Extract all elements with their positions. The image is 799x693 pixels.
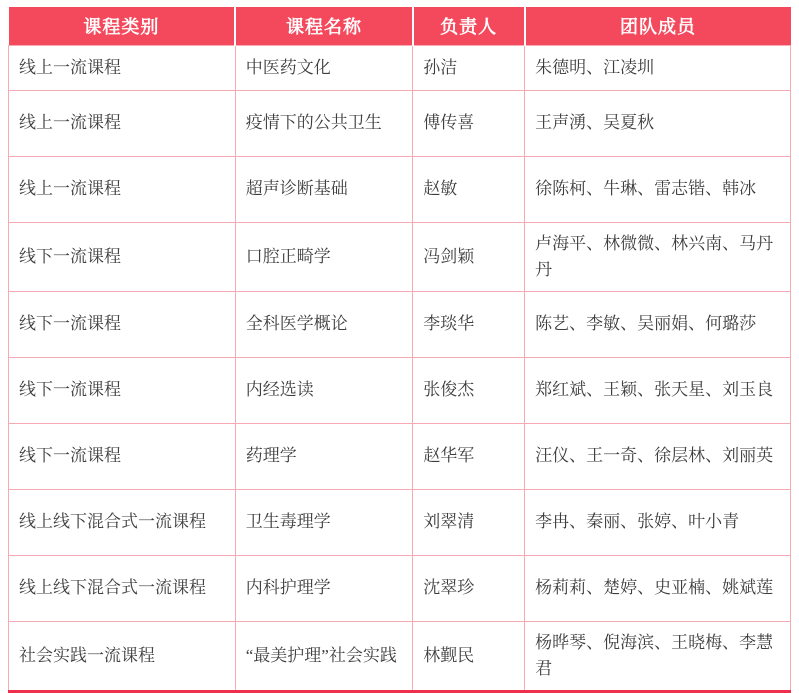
cell-category: 线下一流课程 bbox=[9, 222, 236, 291]
cell-members: 朱德明、江凌圳 bbox=[525, 45, 791, 90]
course-table bbox=[8, 7, 791, 693]
cell-members: 郑红斌、王颖、张天星、刘玉良 bbox=[525, 357, 791, 423]
cell-category: 线上线下混合式一流课程 bbox=[9, 555, 236, 621]
cell-members: 汪仪、王一奇、徐层林、刘丽英 bbox=[525, 423, 791, 489]
col-header-leader: 负责人 bbox=[413, 7, 525, 45]
cell-leader: 李琰华 bbox=[413, 291, 525, 357]
cell-category: 线上一流课程 bbox=[9, 45, 236, 90]
table-row bbox=[9, 291, 791, 357]
col-header-category: 课程类别 bbox=[9, 7, 236, 45]
cell-members: 杨晔琴、倪海滨、王晓梅、李慧君 bbox=[525, 621, 791, 691]
cell-leader: 赵敏 bbox=[413, 156, 525, 222]
col-header-members: 团队成员 bbox=[525, 7, 791, 45]
cell-course-name: 疫情下的公共卫生 bbox=[235, 90, 413, 156]
cell-members: 卢海平、林微微、林兴南、马丹丹 bbox=[525, 222, 791, 291]
table-row bbox=[9, 357, 791, 423]
cell-category: 线下一流课程 bbox=[9, 423, 236, 489]
cell-members: 王声湧、吴夏秋 bbox=[525, 90, 791, 156]
cell-leader: 沈翠珍 bbox=[413, 555, 525, 621]
table-row bbox=[9, 45, 791, 90]
table-row bbox=[9, 90, 791, 156]
cell-course-name: 药理学 bbox=[235, 423, 413, 489]
cell-category: 线上一流课程 bbox=[9, 90, 236, 156]
cell-course-name: 超声诊断基础 bbox=[235, 156, 413, 222]
cell-members: 李冉、秦丽、张婷、叶小青 bbox=[525, 489, 791, 555]
cell-course-name: 中医药文化 bbox=[235, 45, 413, 90]
cell-category: 线下一流课程 bbox=[9, 291, 236, 357]
cell-category: 线上线下混合式一流课程 bbox=[9, 489, 236, 555]
table-row bbox=[9, 222, 791, 291]
header-row bbox=[9, 7, 791, 45]
table-body bbox=[9, 45, 791, 691]
cell-members: 徐陈柯、牛琳、雷志锴、韩冰 bbox=[525, 156, 791, 222]
cell-leader: 赵华军 bbox=[413, 423, 525, 489]
table-row bbox=[9, 489, 791, 555]
cell-course-name: 内经选读 bbox=[235, 357, 413, 423]
cell-category: 线上一流课程 bbox=[9, 156, 236, 222]
cell-leader: 张俊杰 bbox=[413, 357, 525, 423]
cell-category: 社会实践一流课程 bbox=[9, 621, 236, 691]
cell-members: 陈艺、李敏、吴丽娟、何璐莎 bbox=[525, 291, 791, 357]
table-row bbox=[9, 555, 791, 621]
cell-leader: 刘翠清 bbox=[413, 489, 525, 555]
cell-course-name: 全科医学概论 bbox=[235, 291, 413, 357]
table-header bbox=[9, 7, 791, 45]
cell-category: 线下一流课程 bbox=[9, 357, 236, 423]
table-row bbox=[9, 621, 791, 691]
cell-course-name: “最美护理”社会实践 bbox=[235, 621, 413, 691]
cell-leader: 冯剑颖 bbox=[413, 222, 525, 291]
cell-course-name: 口腔正畸学 bbox=[235, 222, 413, 291]
table-row bbox=[9, 156, 791, 222]
col-header-course-name: 课程名称 bbox=[235, 7, 413, 45]
cell-leader: 孙洁 bbox=[413, 45, 525, 90]
cell-course-name: 内科护理学 bbox=[235, 555, 413, 621]
table-row bbox=[9, 423, 791, 489]
cell-leader: 林觐民 bbox=[413, 621, 525, 691]
cell-leader: 傅传喜 bbox=[413, 90, 525, 156]
cell-course-name: 卫生毒理学 bbox=[235, 489, 413, 555]
cell-members: 杨莉莉、楚婷、史亚楠、姚斌莲 bbox=[525, 555, 791, 621]
